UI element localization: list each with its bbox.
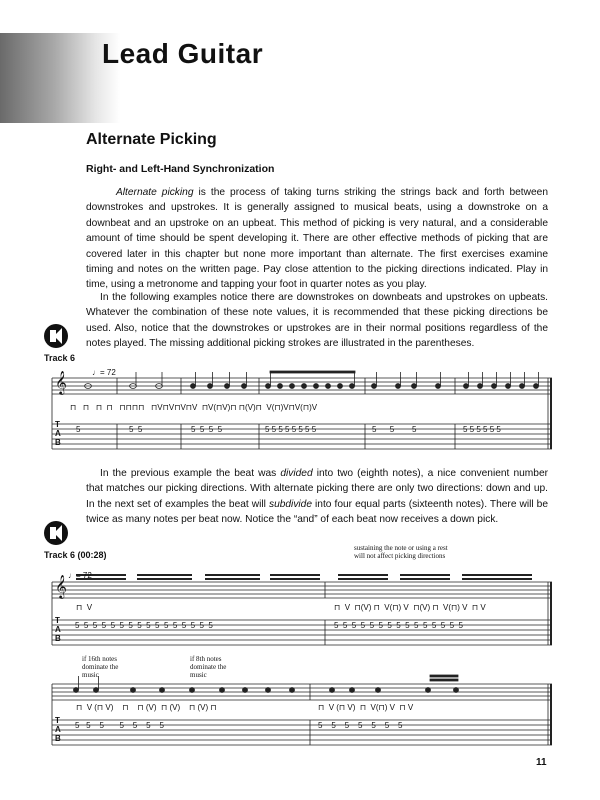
page-number: 11 (536, 757, 547, 768)
system-1-staff (52, 378, 552, 449)
alternate-picking-term: Alternate picking (116, 187, 194, 198)
tempo-marking-2: ♩= 72 (68, 571, 92, 580)
tempo-marking-1: ♩= 72 (92, 368, 116, 377)
treble-clef-icon-2: 𝄞 (55, 576, 67, 598)
tab-group-4: 5 5 5 5 5 5 5 5 (265, 425, 317, 434)
paragraph-subdivide (86, 466, 548, 528)
system-3-tab-numbers: 5 5 5 5 5 5 5 (75, 721, 164, 730)
system-3-tab-numbers-b: 5 5 5 5 5 5 5 (318, 721, 403, 730)
tab-letter-t-3: T (55, 716, 60, 725)
tab-letter-a-3: A (55, 725, 61, 734)
track-label-2: Track 6 (00:28) (44, 550, 107, 560)
subsection-title: Right- and Left-Hand Synchronization (86, 163, 275, 175)
paragraph-text-b: into two (eighth notes), a nice convenient number that matches our picking directions. With alternate picking there are only two directions: down and up. In the next set of examples the beat will (86, 468, 548, 510)
system-1-pick-directions: ⊓ ⊓ ⊓ ⊓ ⊓⊓⊓⊓ ⊓V⊓V⊓V⊓V ⊓V(⊓V)⊓ ⊓(V)⊓ V(⊓)V⊓V(⊓)V (70, 403, 318, 412)
chapter-title: Lead Guitar (102, 38, 264, 69)
system-3-pick-directions-b: ⊓ V (⊓ V) ⊓ V(⊓) V ⊓ V (318, 703, 414, 712)
tab-group-6: 5 5 5 5 5 5 (463, 425, 501, 434)
tab-group-3: 5 5 5 5 (191, 425, 223, 434)
system-2-pick-directions-b: ⊓ V ⊓(V) ⊓ V(⊓) V ⊓(V) ⊓ V(⊓) V ⊓ V (334, 603, 486, 612)
tab-letter-b-3: B (55, 734, 61, 743)
annotation-16th: if 16th notes dominate the music (82, 655, 119, 679)
tab-group-2: 5 5 (129, 425, 143, 434)
tab-letter-t-2: T (55, 616, 60, 625)
system-2-beams (76, 574, 532, 580)
audio-speaker-icon-2[interactable] (44, 521, 68, 545)
tab-letter-b: B (55, 438, 61, 447)
system-2-staff (52, 582, 552, 645)
tab-group-1: 5 (76, 425, 81, 434)
system-2-pick-directions: ⊓ V (76, 603, 93, 612)
tab-letter-t: T (55, 420, 60, 429)
subdivide-term: subdivide (268, 498, 313, 510)
system-3-staff (52, 684, 552, 745)
track-label-1: Track 6 (44, 353, 76, 363)
section-title: Alternate Picking (86, 131, 217, 148)
tab-group-5: 5 5 5 (372, 425, 417, 434)
system-3-pick-directions: ⊓ V (⊓ V) ⊓ ⊓ (V) ⊓ (V) ⊓ (V) ⊓ (76, 703, 217, 712)
paragraph-picking-notes: In the following examples notice there are downstrokes on downbeats and upstrokes on upbeats. Whatever the combination of these note values, it is recommended that these picking directions be used. Also, notice that the downstrokes or upstrokes are in their normal positions regardless of the notes played. The missing additional picking strokes are illustrated in the parentheses. (86, 292, 548, 350)
system-2-tab-numbers-b: 5 5 5 5 5 5 5 5 5 5 5 5 5 5 5 (334, 621, 463, 630)
tab-letter-b-2: B (55, 634, 61, 643)
tab-letter-a-2: A (55, 625, 61, 634)
paragraph-text: is the process of taking turns striking the strings back and forth between downstrokes and upstrokes. It is generally assigned to musical beats, using a downstroke on a downbeat and an upstroke on an upbeat. This method of picking is very natural, and a considerable amount of time should be spent developing it. There are other effective methods of picking that are covered later in this chapter but none more important than alternate. The first exercises examine timing and notes on the written page. Pay close attention to the picking directions indicated. Play in time, using a metronome and tapping your foot in quarter notes as you play. (86, 187, 548, 291)
divided-term: divided (280, 468, 313, 479)
annotation-sustain: sustaining the note or using a rest will not affect picking directions (354, 544, 448, 560)
system-2-tab-numbers: 5 5 5 5 5 5 5 5 5 5 5 5 5 5 5 5 (75, 621, 213, 630)
treble-clef-icon: 𝄞 (55, 372, 67, 394)
annotation-8th: if 8th notes dominate the music (190, 655, 227, 679)
paragraph-text-a: In the previous example the beat was (100, 468, 281, 479)
tab-letter-a: A (55, 429, 61, 438)
paragraph-text-c: into four equal parts (sixteenth notes). There will be twice as many notes per beat now. Notice the “and” of each beat now receives a down pick. (86, 498, 549, 526)
